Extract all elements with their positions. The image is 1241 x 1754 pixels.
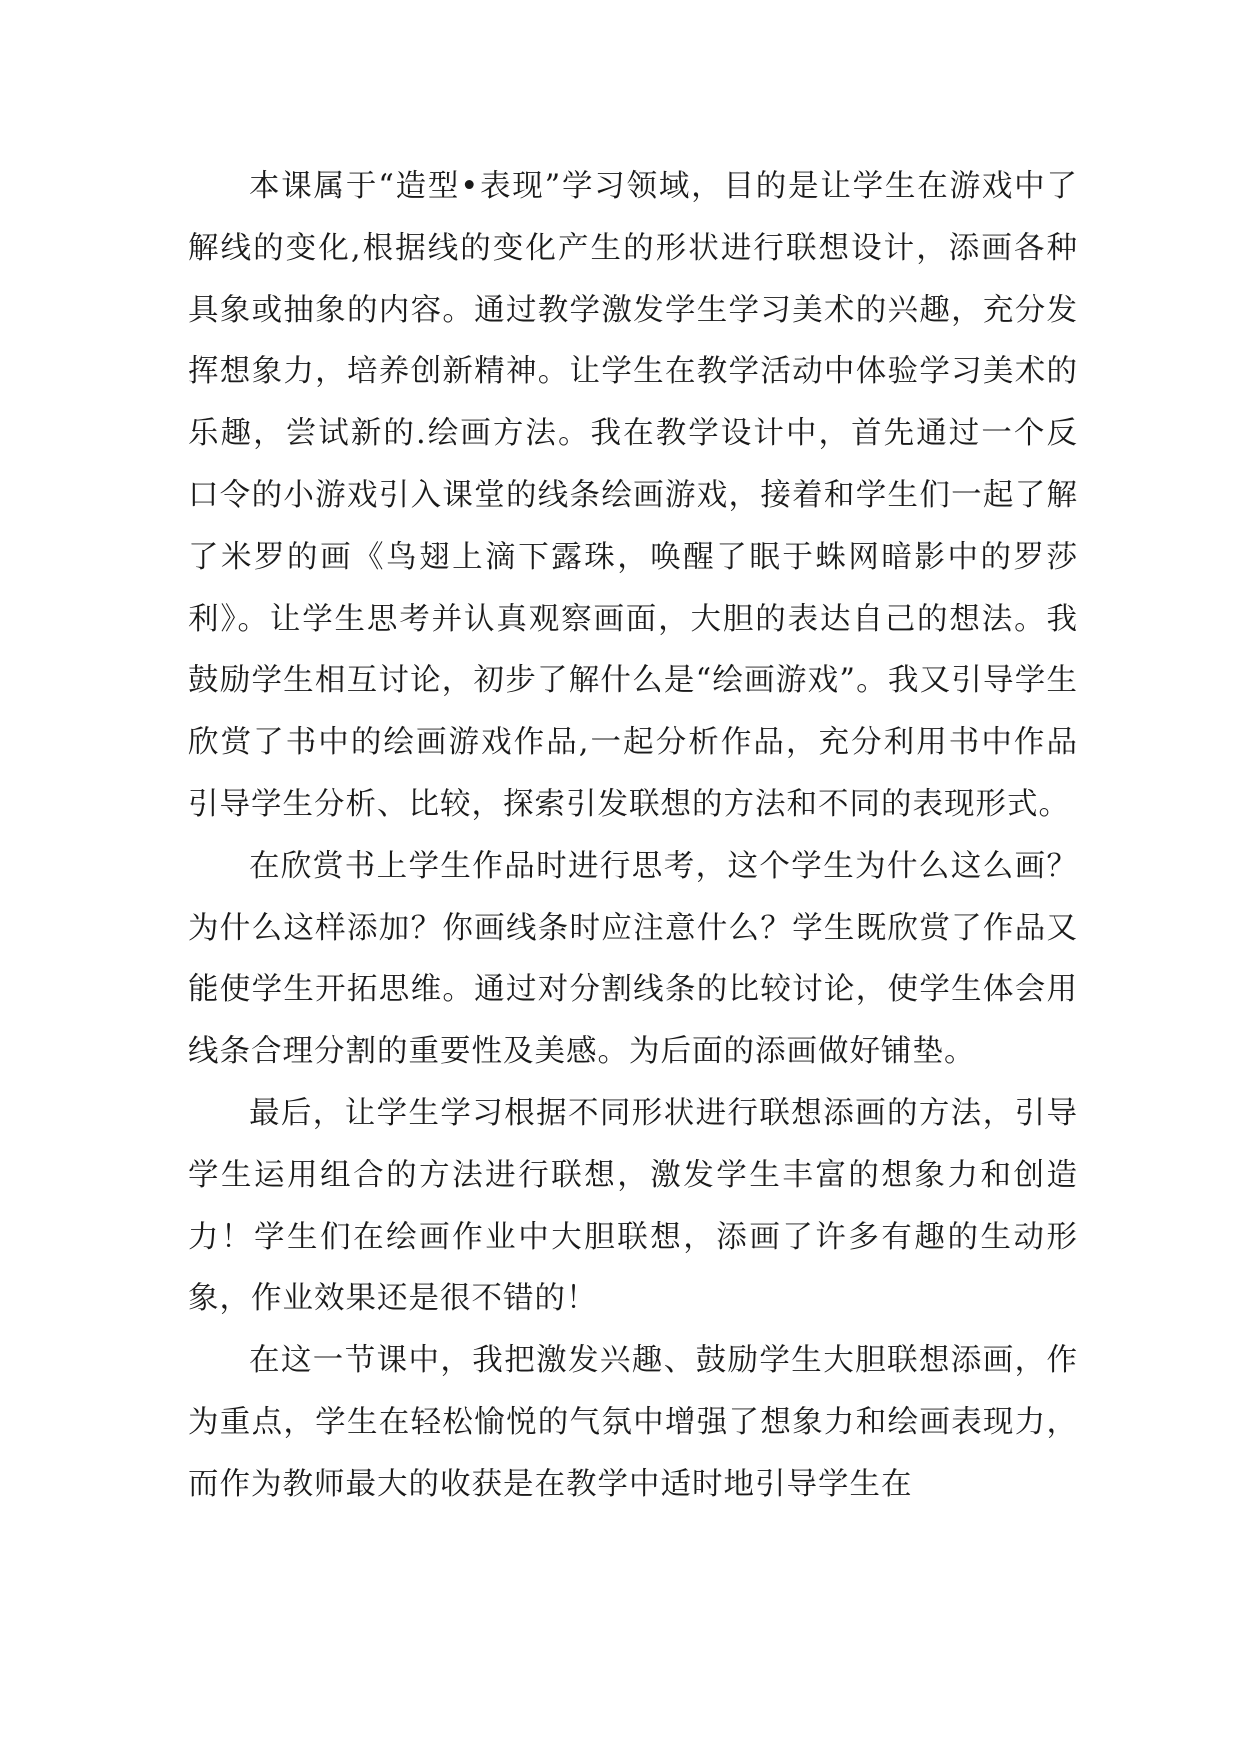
paragraph-4: 在这一节课中，我把激发兴趣、鼓励学生大胆联想添画，作为重点，学生在轻松愉悦的气氛中增强了想象力和绘画表现力，而作为教师最大的收获是在教学中适时地引导学生在	[188, 1343, 1078, 1502]
paragraph-3: 最后，让学生学习根据不同形状进行联想添画的方法，引导学生运用组合的方法进行联想，激发学生丰富的想象力和创造力！学生们在绘画作业中大胆联想，添画了许多有趣的生动形象，作业效果还是很不错的！	[188, 1095, 1078, 1317]
paragraph-1: 本课属于“造型•表现”学习领域，目的是让学生在游戏中了解线的变化,根据线的变化产生的形状进行联想设计，添画各种具象或抽象的内容。通过教学激发学生学习美术的兴趣，充分发挥想象力，培养创新精神。让学生在教学活动中体验学习美术的乐趣，尝试新的.绘画方法。我在教学设计中，首先通过一个反口令的小游戏引入课堂的线条绘画游戏，接着和学生们一起了解了米罗的画《鸟翅上滴下露珠，唤醒了眠于蛛网暗影中的罗莎利》。让学生思考并认真观察画面，大胆的表达自己的想法。我鼓励学生相互讨论，初步了解什么是“绘画游戏”。我又引导学生欣赏了书中的绘画游戏作品,一起分析作品，充分利用书中作品引导学生分析、比较，探索引发联想的方法和不同的表现形式。	[188, 169, 1078, 822]
paragraph-2: 在欣赏书上学生作品时进行思考，这个学生为什么这么画？为什么这样添加？你画线条时应注意什么？学生既欣赏了作品又能使学生开拓思维。通过对分割线条的比较讨论，使学生体会用线条合理分割的重要性及美感。为后面的添画做好铺垫。	[188, 848, 1078, 1070]
body-text	[188, 156, 1078, 1516]
